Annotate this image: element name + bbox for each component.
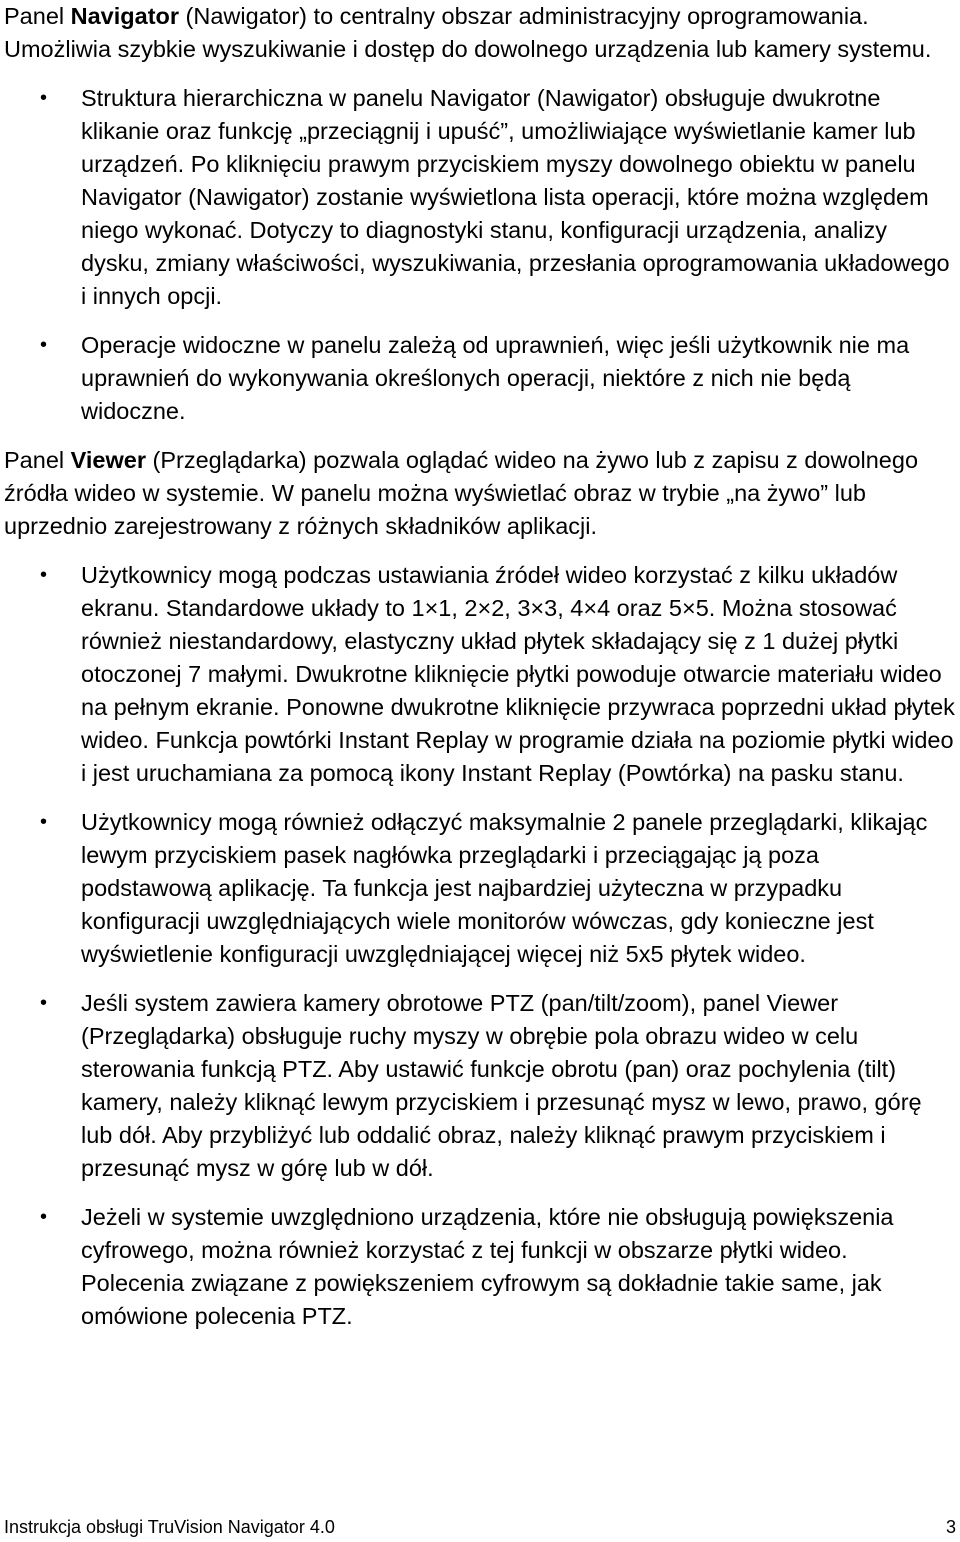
- list-item: [0, 559, 960, 790]
- bullet-icon: •: [40, 1206, 48, 1228]
- bullet-icon: •: [40, 334, 48, 356]
- page-number: 3: [945, 1517, 956, 1537]
- navigator-intro-paragraph: [0, 0, 960, 66]
- footer-document-title: Instrukcja obsługi TruVision Navigator 4.0: [4, 1517, 335, 1537]
- list-item-text: Jeżeli w systemie uwzględniono urządzenia, które nie obsługują powiększenia cyfrowego, można również korzystać z tej funkcji w obszarze płytki wideo. Polecenia związane z powiększeniem cyfrowym są dokładnie takie same, jak omówione polecenia PTZ.: [81, 1204, 894, 1329]
- list-item-text: Jeśli system zawiera kamery obrotowe PTZ (pan/tilt/zoom), panel Viewer (Przeglądarka) obsługuje ruchy myszy w obrębie pola obrazu wideo w celu sterowania funkcją PTZ. Aby ustawić funkcje obrotu (pan) oraz pochylenia (tilt) kamery, należy kliknąć lewym przyciskiem i przesunąć mysz w lewo, prawo, górę lub dół. Aby przybliżyć lub oddalić obraz, należy kliknąć prawym przyciskiem i przesunąć mysz w górę lub w dół.: [81, 990, 922, 1181]
- navigator-bullet-list: [0, 82, 960, 428]
- viewer-intro-paragraph: [0, 444, 960, 543]
- viewer-bullet-list: [0, 559, 960, 1333]
- list-item: [0, 329, 960, 428]
- list-item: [0, 1201, 960, 1333]
- bullet-icon: •: [40, 564, 48, 586]
- navigator-intro-text: (Nawigator) to centralny obszar administracyjny oprogramowania. Umożliwia szybkie wyszukiwanie i dostęp do dowolnego urządzenia lub kamery systemu.: [4, 3, 932, 62]
- list-item: [0, 806, 960, 971]
- list-item-text: Struktura hierarchiczna w panelu Navigator (Nawigator) obsługuje dwukrotne klikanie oraz funkcję „przeciągnij i upuść”, umożliwiające wyświetlanie kamer lub urządzeń. Po kliknięciu prawym przyciskiem myszy dowolnego obiektu w panelu Navigator (Nawigator) zostanie wyświetlona lista operacji, które można względem niego wykonać. Dotyczy to diagnostyki stanu, konfiguracji urządzenia, analizy dysku, zmiany właściwości, wyszukiwania, przesłania oprogramowania układowego i innych opcji.: [81, 85, 950, 309]
- navigator-intro-prefix: Panel: [4, 3, 71, 29]
- navigator-term: Navigator: [70, 3, 180, 29]
- list-item-text: Użytkownicy mogą podczas ustawiania źródeł wideo korzystać z kilku układów ekranu. Standardowe układy to 1×1, 2×2, 3×3, 4×4 oraz 5×5. Można stosować również niestandardowy, elastyczny układ płytek składający się z 1 dużej płytki otoczonej 7 małymi. Dwukrotne kliknięcie płytki powoduje otwarcie materiału wideo na pełnym ekranie. Ponowne dwukrotne kliknięcie przywraca poprzedni układ płytek wideo. Funkcja powtórki Instant Replay w programie działa na poziomie płytki wideo i jest uruchamiana za pomocą ikony Instant Replay (Powtórka) na pasku stanu.: [81, 562, 955, 786]
- list-item-text: Użytkownicy mogą również odłączyć maksymalnie 2 panele przeglądarki, klikając lewym przyciskiem pasek nagłówka przeglądarki i przeciągając ją poza podstawową aplikację. Ta funkcja jest najbardziej użyteczna w przypadku konfiguracji uwzględniających wiele monitorów wówczas, gdy konieczne jest wyświetlenie konfiguracji uwzględniającej więcej niż 5x5 płytek wideo.: [81, 809, 928, 967]
- viewer-intro-text: (Przeglądarka) pozwala oglądać wideo na żywo lub z zapisu z dowolnego źródła wideo w systemie. W panelu można wyświetlać obraz w trybie „na żywo” lub uprzednio zarejestrowany z różnych składników aplikacji.: [4, 447, 919, 539]
- viewer-intro-prefix: Panel: [4, 447, 71, 473]
- list-item-text: Operacje widoczne w panelu zależą od uprawnień, więc jeśli użytkownik nie ma uprawnień do wykonywania określonych operacji, niektóre z nich nie będą widoczne.: [81, 332, 910, 424]
- list-item: [0, 987, 960, 1185]
- bullet-icon: •: [40, 992, 48, 1014]
- bullet-icon: •: [40, 811, 48, 833]
- viewer-term: Viewer: [70, 447, 146, 473]
- list-item: [0, 82, 960, 313]
- page-footer: [4, 1516, 956, 1538]
- bullet-icon: •: [40, 87, 48, 109]
